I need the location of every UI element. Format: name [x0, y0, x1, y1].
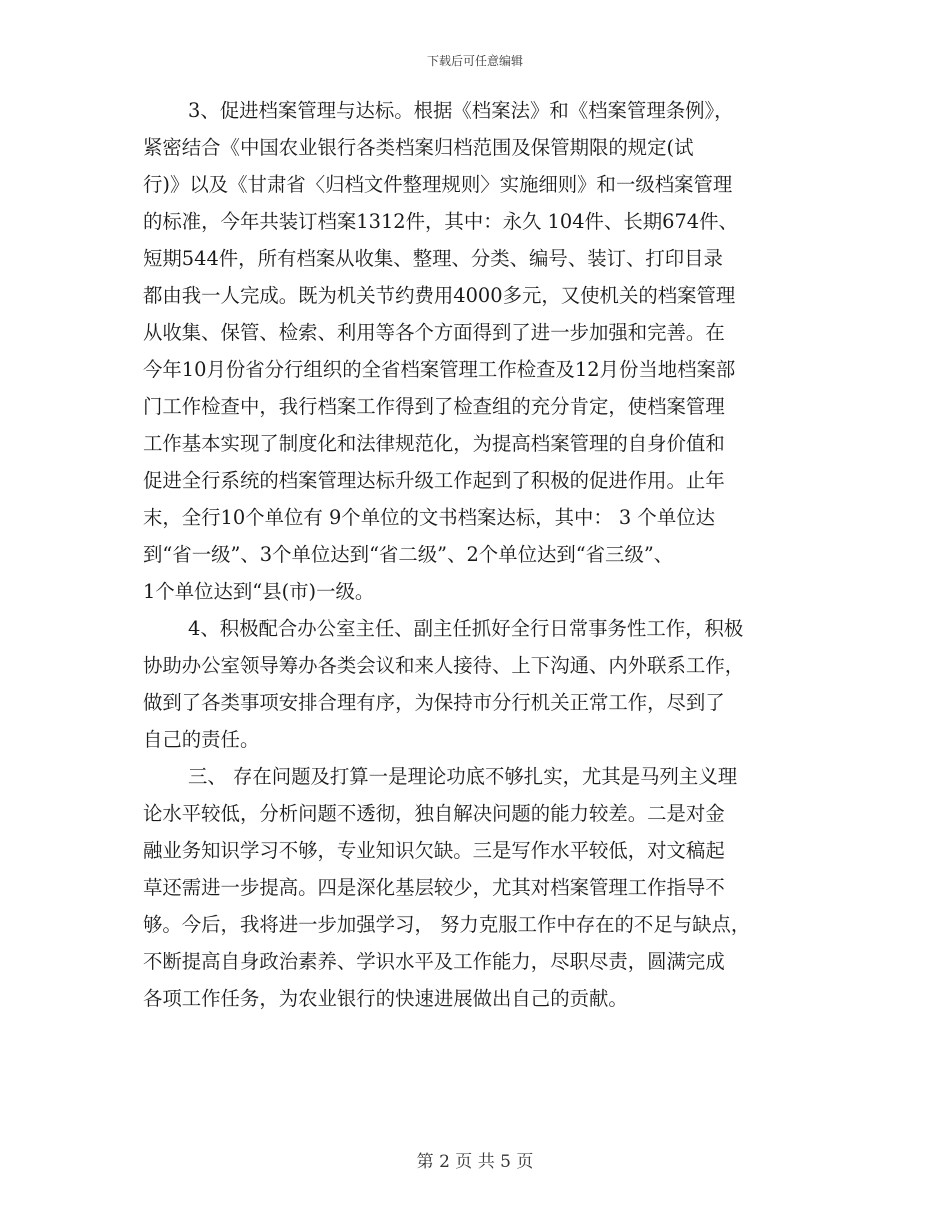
body-line: 三、 存在问题及打算一是理论功底不够扎实，尤其是马列主义理 — [188, 765, 738, 788]
body-line: 从收集、保管、检索、利用等各个方面得到了进一步加强和完善。在 — [143, 321, 725, 344]
body-line: 末，全行10个单位有 9个单位的文书档案达标，其中： 3 个单位达 — [143, 506, 715, 529]
body-line: 今年10月份省分行组织的全省档案管理工作检查及12月份当地档案部 — [143, 358, 736, 381]
page-header-note: 下载后可任意编辑 — [426, 54, 523, 68]
body-line: 门工作检查中，我行档案工作得到了检查组的充分肯定，使档案管理 — [143, 395, 725, 418]
body-line: 促进全行系统的档案管理达标升级工作起到了积极的促进作用。止年 — [143, 469, 725, 492]
body-line: 的标准，今年共装订档案1312件，其中：永久 104件、长期674件、 — [143, 210, 738, 233]
body-line: 都由我一人完成。既为机关节约费用4000多元，又使机关的档案管理 — [143, 284, 736, 307]
body-line: 工作基本实现了制度化和法律规范化，为提高档案管理的自身价值和 — [143, 432, 725, 455]
body-line: 自己的责任。 — [143, 728, 260, 751]
body-line: 各项工作任务，为农业银行的快速进展做出自己的贡献。 — [143, 987, 628, 1010]
body-line: 草还需进一步提高。四是深化基层较少，尤其对档案管理工作指导不 — [143, 876, 725, 899]
page-number: 第 2 页 共 5 页 — [416, 1152, 534, 1172]
body-line: 融业务知识学习不够，专业知识欠缺。三是写作水平较低，对文稿起 — [143, 839, 725, 862]
body-line: 做到了各类事项安排合理有序，为保持市分行机关正常工作，尽到了 — [143, 691, 725, 714]
body-line: 够。今后，我将进一步加强学习， 努力克服工作中存在的不足与缺点， — [143, 913, 751, 936]
body-line: 论水平较低，分析问题不透彻，独自解决问题的能力较差。二是对金 — [143, 802, 725, 825]
body-line: 行)》以及《甘肃省〈归档文件整理规则〉实施细则》和一级档案管理 — [143, 173, 733, 196]
body-line: 不断提高自身政治素养、学识水平及工作能力，尽职尽责，圆满完成 — [143, 950, 725, 973]
document-body — [143, 92, 811, 1017]
body-line: 4、积极配合办公室主任、副主任抓好全行日常事务性工作，积极 — [188, 617, 744, 640]
body-line: 3、促进档案管理与达标。根据《档案法》和《档案管理条例》， — [188, 99, 734, 122]
body-line: 紧密结合《中国农业银行各类档案归档范围及保管期限的规定(试 — [143, 136, 694, 159]
body-line: 短期544件，所有档案从收集、整理、分类、编号、装订、打印目录 — [143, 247, 723, 270]
body-line: 协助办公室领导筹办各类会议和来人接待、上下沟通、内外联系工作， — [143, 654, 745, 677]
body-line: 1个单位达到“县(市)一级。 — [143, 580, 375, 603]
body-line: 到“省一级”、3个单位达到“省二级”、2个单位达到“省三级”、 — [143, 543, 674, 566]
